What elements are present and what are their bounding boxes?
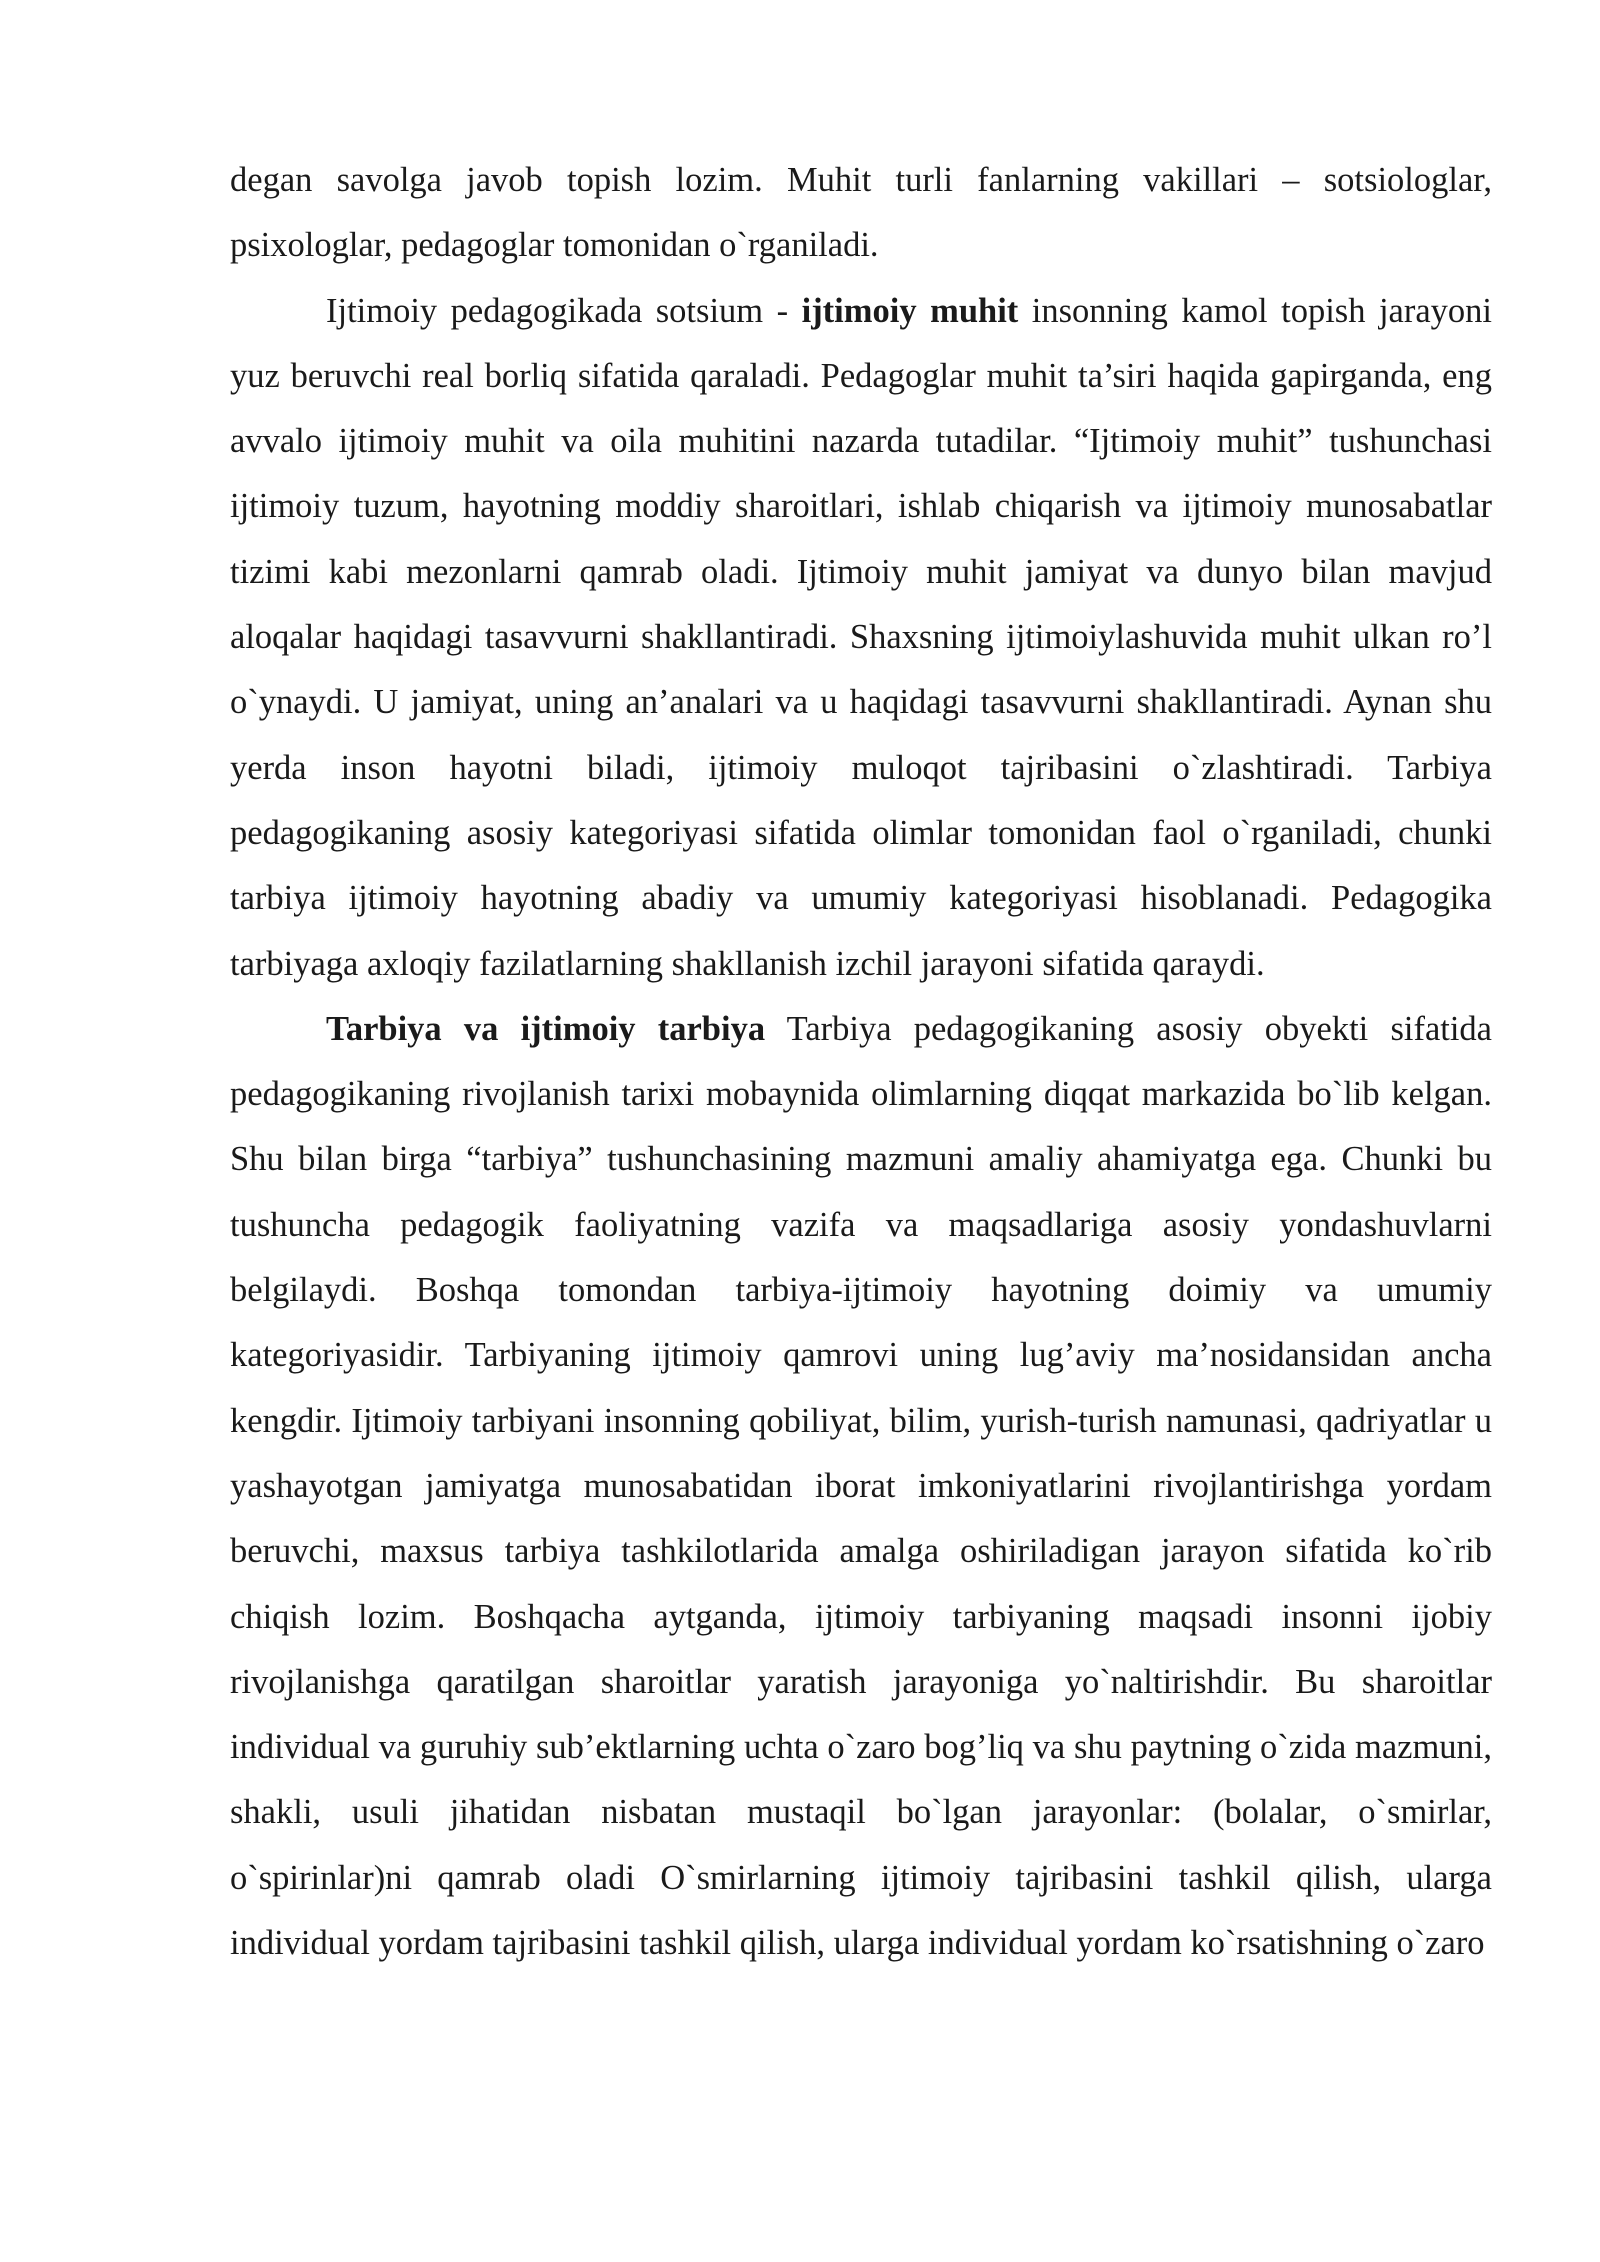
paragraph-upbringing — [230, 997, 1492, 1976]
paragraph-continuation — [230, 148, 1492, 279]
paragraph-3-body: Tarbiya pedagogikaning asosiy obyekti sifatida pedagogikaning rivojlanish tarixi mobaynida olimlarning diqqat markazida bo`lib kelgan. Shu bilan birga “tarbiya” tushunchasining mazmuni amaliy ahamiyatga ega. Chunki bu tushuncha pedagogik faoliyatning vazifa va maqsadlariga asosiy yondashuvlarni belgilaydi. Boshqa tomondan tarbiya-ijtimoiy hayotning doimiy va umumiy kategoriyasidir. Tarbiyaning ijtimoiy qamrovi uning lug’aviy ma’nosidansidan ancha kengdir. Ijtimoiy tarbiyani insonning qobiliyat, bilim, yurish-turish namunasi, qadriyatlar u yashayotgan jamiyatga munosabatidan iborat imkoniyatlarini rivojlantirishga yordam beruvchi, maxsus tarbiya tashkilotlarida amalga oshiriladigan jarayon sifatida ko`rib chiqish lozim. Boshqacha aytganda, ijtimoiy tarbiyaning maqsadi insonni ijobiy rivojlanishga qaratilgan sharoitlar yaratish jarayoniga yo`naltirishdir. Bu sharoitlar individual va guruhiy sub’ektlarning uchta o`zaro bog’liq va shu paytning o`zida mazmuni, shakli, usuli jihatidan nisbatan mustaqil bo`lgan jarayonlar: (bolalar, o`smirlar, o`spirinlar)ni qamrab oladi O`smirlarning ijtimoiy tajribasini tashkil qilish, ularga individual yordam tajribasini tashkil qilish, ularga individual yordam ko`rsatishning o`zaro — [230, 1009, 1492, 1963]
section-heading-upbringing: Tarbiya va ijtimoiy tarbiya — [326, 1009, 766, 1048]
paragraph-social-environment — [230, 279, 1492, 997]
paragraph-2-body: insonning kamol topish jarayoni yuz beruvchi real borliq sifatida qaraladi. Pedagoglar muhit ta’siri haqida gapirganda, eng avvalo ijtimoiy muhit va oila muhitini nazarda tutadilar. “Ijtimoiy muhit” tushunchasi ijtimoiy tuzum, hayotning moddiy sharoitlari, ishlab chiqarish va ijtimoiy munosabatlar tizimi kabi mezonlarni qamrab oladi. Ijtimoiy muhit jamiyat va dunyo bilan mavjud aloqalar haqidagi tasavvurni shakllantiradi. Shaxsning ijtimoiylashuvida muhit ulkan ro’l o`ynaydi. U jamiyat, uning an’analari va u haqidagi tasavvurni shakllantiradi. Aynan shu yerda inson hayotni biladi, ijtimoiy muloqot tajribasini o`zlashtiradi. Tarbiya pedagogikaning asosiy kategoriyasi sifatida olimlar tomonidan faol o`rganiladi, chunki tarbiya ijtimoiy hayotning abadiy va umumiy kategoriyasi hisoblanadi. Pedagogika tarbiyaga axloqiy fazilatlarning shakllanish izchil jarayoni sifatida qaraydi. — [230, 291, 1492, 983]
bold-term-social-environment: ijtimoiy muhit — [801, 291, 1019, 330]
document-body — [230, 148, 1492, 1976]
paragraph-1-text: degan savolga javob topish lozim. Muhit turli fanlarning vakillari – sotsiologlar, psixologlar, pedagoglar tomonidan o`rganiladi. — [230, 161, 1492, 265]
paragraph-2-lead: Ijtimoiy pedagogikada sotsium - — [326, 291, 802, 330]
